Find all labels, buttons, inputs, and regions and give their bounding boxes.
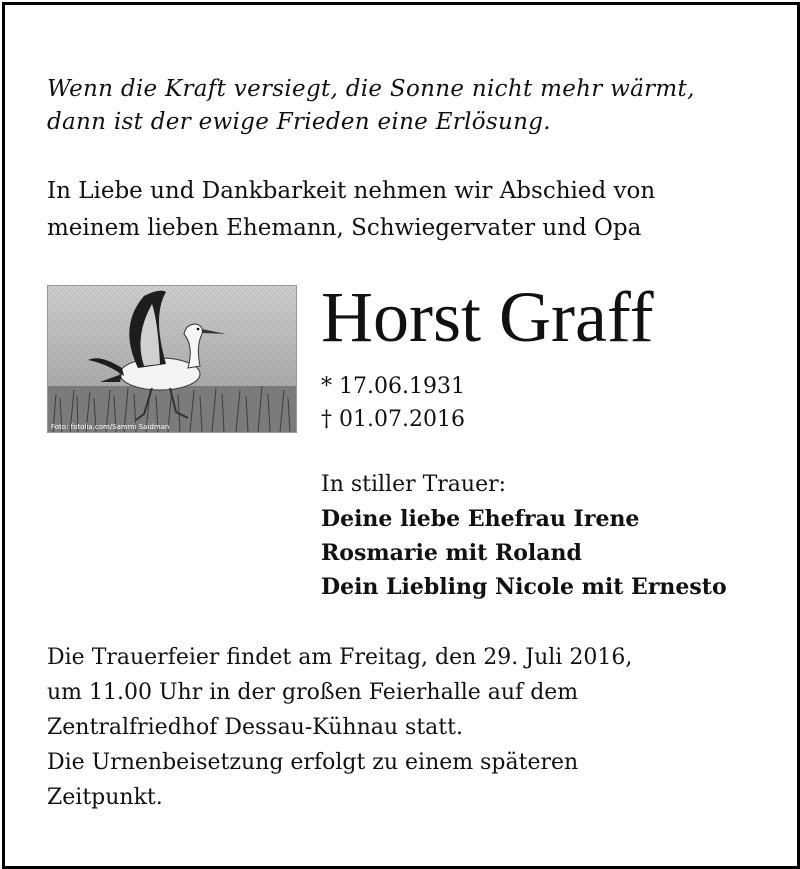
obituary-notice: [2, 2, 800, 869]
intro-line: meinem lieben Ehemann, Schwiegervater und Opa: [47, 215, 642, 241]
death-date: † 01.07.2016: [321, 407, 465, 432]
funeral-line: um 11.00 Uhr in der großen Feierhalle auf dem: [47, 680, 579, 705]
photo-credit: Foto: fotolia.com/Sammi Saidman: [51, 423, 170, 431]
stork-photo: [47, 285, 297, 433]
funeral-details: [47, 640, 777, 815]
motto-line: dann ist der ewige Frieden eine Erlösung.: [47, 109, 551, 135]
funeral-line: Die Urnenbeisetzung erfolgt zu einem späteren: [47, 750, 579, 775]
deceased-name: Horst Graff: [321, 277, 654, 357]
motto-verse: [47, 73, 777, 139]
mourners-heading: In stiller Trauer:: [321, 472, 507, 497]
intro-line: In Liebe und Dankbarkeit nehmen wir Abschied von: [47, 178, 656, 204]
mourner-name: Dein Liebling Nicole mit Ernesto: [321, 574, 727, 600]
mourners-block: [321, 468, 727, 604]
mourner-name: Rosmarie mit Roland: [321, 540, 582, 566]
funeral-line: Zeitpunkt.: [47, 785, 163, 810]
life-dates: [321, 370, 465, 436]
stork-icon: [48, 286, 296, 432]
motto-line: Wenn die Kraft versiegt, die Sonne nicht mehr wärmt,: [47, 76, 695, 102]
intro-text: [47, 173, 777, 247]
funeral-line: Zentralfriedhof Dessau-Kühnau statt.: [47, 715, 463, 740]
mourner-name: Deine liebe Ehefrau Irene: [321, 506, 640, 532]
birth-date: * 17.06.1931: [321, 374, 465, 399]
funeral-line: Die Trauerfeier findet am Freitag, den 29. Juli 2016,: [47, 645, 633, 670]
